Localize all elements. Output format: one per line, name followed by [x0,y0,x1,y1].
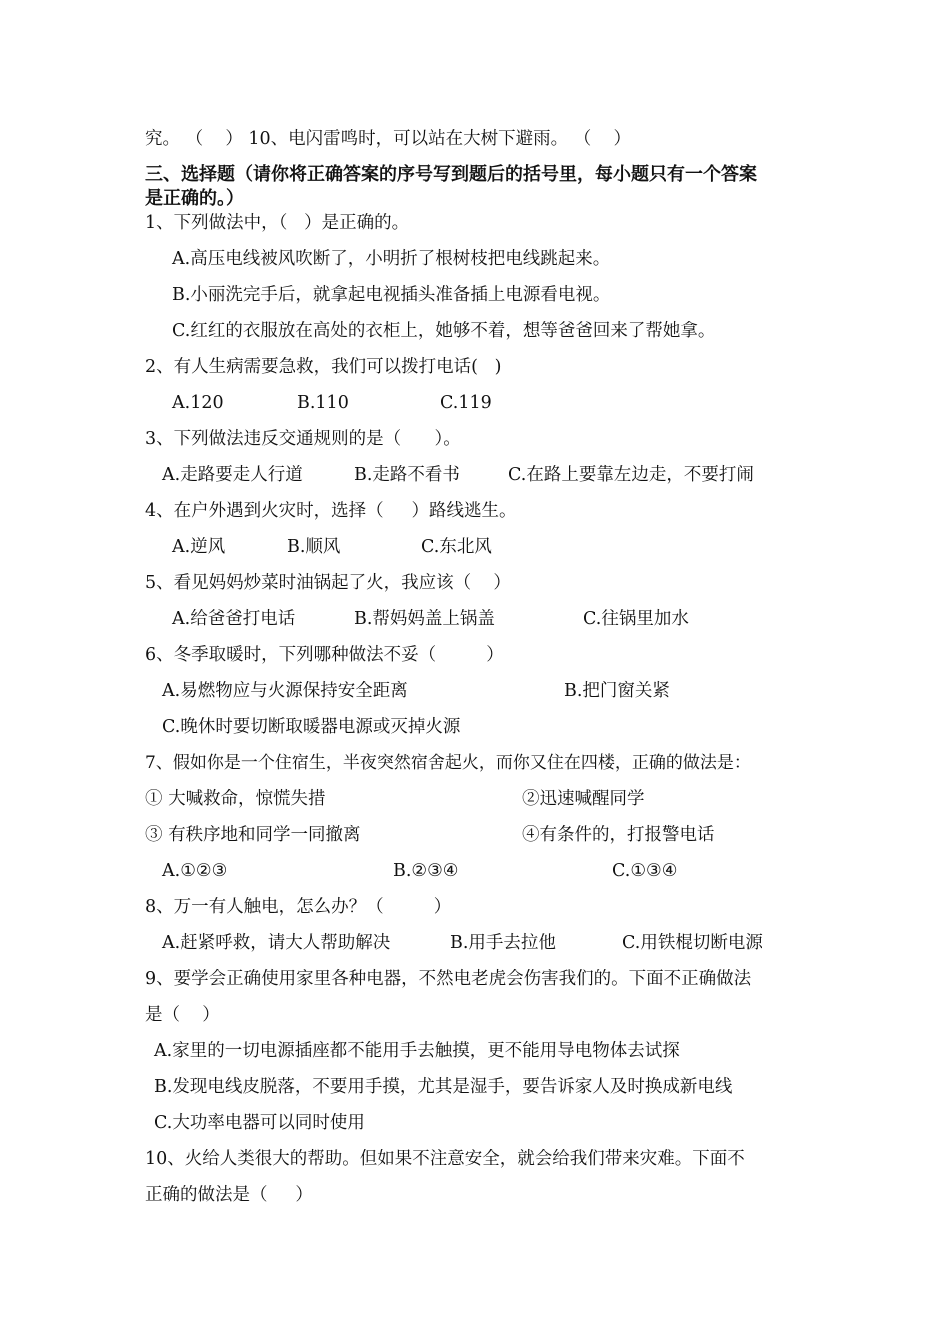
q6-option-a: A.易燃物应与火源保持安全距离 [162,681,408,701]
q7-item-2: ②迅速喊醒同学 [522,789,645,809]
q2-option-b: B.110 [297,393,349,413]
q1-option-c: C.红红的衣服放在高处的衣柜上，她够不着，想等爸爸回来了帮她拿。 [172,321,716,341]
q7-item-4: ④有条件的，打报警电话 [522,825,715,845]
q5-option-b: B.帮妈妈盖上锅盖 [354,609,495,629]
q4-option-b: B.顺风 [287,537,341,557]
question-2: 2、有人生病需要急救，我们可以拨打电话( ) [145,357,502,377]
q4-option-c: C.东北风 [421,537,492,557]
q4-option-a: A.逆风 [172,537,226,557]
question-4: 4、在户外遇到火灾时，选择（ ）路线逃生。 [145,501,517,521]
q8-option-a: A.赶紧呼救，请大人帮助解决 [162,933,391,953]
q1-option-a: A.高压电线被风吹断了，小明折了根树枝把电线跳起来。 [172,249,611,269]
q6-option-b: B.把门窗关紧 [564,681,670,701]
question-9-cont: 是（ ） [145,1005,220,1025]
question-3: 3、下列做法违反交通规则的是（ ）。 [145,429,461,449]
q7-option-a: A.①②③ [162,861,228,881]
q7-item-1: ① 大喊救命，惊慌失措 [145,789,326,809]
q6-option-c: C.晚休时要切断取暖器电源或灭掉火源 [162,717,461,737]
q3-option-c: C.在路上要靠左边走，不要打闹 [508,465,754,485]
question-5: 5、看见妈妈炒菜时油锅起了火，我应该（ ） [145,573,511,593]
q2-option-a: A.120 [172,393,224,413]
q7-item-3: ③ 有秩序地和同学一同撤离 [145,825,361,845]
question-8: 8、万一有人触电，怎么办？（ ） [145,897,452,917]
q5-option-a: A.给爸爸打电话 [172,609,296,629]
q7-option-b: B.②③④ [393,861,459,881]
question-10: 10、火给人类很大的帮助。但如果不注意安全，就会给我们带来灾难。下面不 [145,1149,745,1169]
question-6: 6、冬季取暖时，下列哪种做法不妥（ ） [145,645,504,665]
question-10-cont: 正确的做法是（ ） [145,1185,313,1205]
q5-option-c: C.往锅里加水 [583,609,689,629]
q8-option-b: B.用手去拉他 [450,933,556,953]
q9-option-b: B.发现电线皮脱落，不要用手摸，尤其是湿手，要告诉家人及时换成新电线 [154,1077,733,1097]
section-heading-cont: 是正确的。） [145,188,244,209]
question-7: 7、假如你是一个住宿生，半夜突然宿舍起火，而你又住在四楼，正确的做法是： [145,753,751,773]
continued-true-false-line: 究。 （ ） 10、电闪雷鸣时，可以站在大树下避雨。 （ ） [145,129,631,149]
q3-option-a: A.走路要走人行道 [162,465,303,485]
q1-option-b: B.小丽洗完手后，就拿起电视插头准备插上电源看电视。 [172,285,611,305]
q9-option-a: A.家里的一切电源插座都不能用手去触摸，更不能用导电物体去试探 [154,1041,680,1061]
section-heading: 三、选择题（请你将正确答案的序号写到题后的括号里，每小题只有一个答案 [145,164,757,185]
q3-option-b: B.走路不看书 [354,465,460,485]
q9-option-c: C.大功率电器可以同时使用 [154,1113,365,1133]
question-9: 9、要学会正确使用家里各种电器，不然电老虎会伤害我们的。下面不正确做法 [145,969,752,989]
q2-option-c: C.119 [440,393,492,413]
question-1: 1、下列做法中，（ ）是正确的。 [145,213,410,233]
q7-option-c: C.①③④ [612,861,678,881]
q8-option-c: C.用铁棍切断电源 [622,933,763,953]
